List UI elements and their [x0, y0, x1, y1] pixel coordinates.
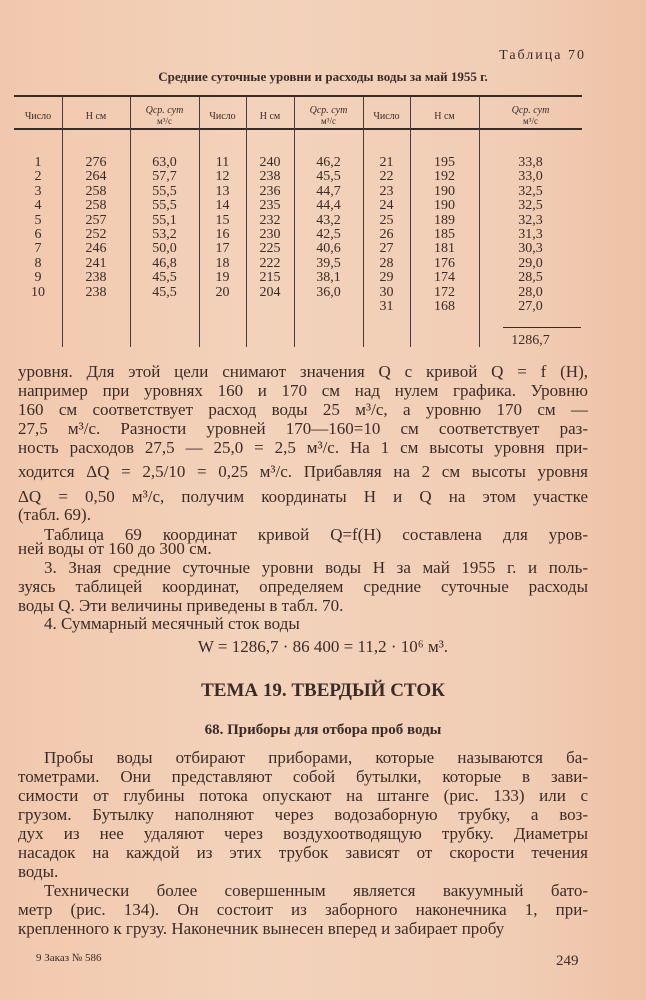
- table-cell-day: 17: [215, 241, 230, 257]
- table-cell-day: 28: [379, 255, 394, 271]
- table-cell-q: 28,5: [518, 270, 543, 286]
- table-cell-q: 27,0: [518, 299, 543, 314]
- table-cell-day: 9: [34, 270, 42, 286]
- table-cell-h: 264: [85, 169, 107, 185]
- table-sum-rule: [503, 327, 581, 328]
- table-header-h: H см: [434, 110, 455, 122]
- table-cell-h: 172: [434, 284, 455, 300]
- table-cell-h: 190: [434, 198, 455, 214]
- printer-signature: 9 Заказ № 586: [36, 952, 102, 964]
- text-line: метр (рис. 134). Он состоит из заборного наконечника 1, при-: [18, 900, 588, 919]
- table-cell-h: 246: [85, 241, 107, 257]
- table-cell-day: 10: [31, 284, 45, 300]
- table-cell-q: 32,5: [518, 183, 543, 199]
- table-cell-day: 11: [215, 155, 230, 170]
- table-cell-q: 32,3: [518, 212, 543, 228]
- text-line: ней воды от 160 до 300 см.: [18, 539, 212, 558]
- table-cell-q: 43,2: [316, 212, 341, 228]
- table-cell-h: 176: [434, 255, 455, 271]
- table-cell-day: 8: [34, 255, 42, 271]
- page-number: 249: [556, 953, 579, 969]
- table-cell-day: 7: [34, 241, 42, 257]
- table-cell-h: 225: [259, 241, 281, 257]
- table-cell-h: 190: [434, 183, 455, 199]
- table-cell-h: 230: [259, 227, 281, 242]
- table-cell-day: 26: [379, 227, 394, 242]
- table-cell-q: 38,1: [316, 270, 341, 286]
- table-cell-h: 185: [434, 227, 455, 242]
- table-cell-day: 5: [34, 212, 42, 228]
- section-title: 68. Приборы для отбора проб воды: [204, 722, 442, 738]
- table-cell-h: 238: [85, 284, 107, 300]
- table-cell-h: 276: [85, 155, 107, 170]
- table-cell-h: 181: [434, 241, 455, 257]
- table-header-h: H см: [85, 110, 107, 122]
- table-header-h: H см: [259, 110, 281, 122]
- text-line: ходится ΔQ = 2,5/10 = 0,25 м³/с. Прибавляя на 2 см высоты уровня: [18, 462, 588, 481]
- text-line: воды.: [18, 862, 59, 881]
- text-line: 27,5 м³/с. Разности уровней 170—160=10 см соответствует раз-: [18, 419, 588, 438]
- table-cell-q: 42,5: [316, 227, 341, 242]
- table-cell-h: 241: [85, 255, 107, 271]
- table-cell-h: 204: [259, 284, 281, 300]
- table-cell-h: 232: [259, 212, 281, 228]
- table-cell-q: 39,5: [316, 255, 341, 271]
- table-cell-h: 174: [434, 270, 455, 286]
- header-q-label: Qср. сут: [145, 105, 184, 116]
- table-cell-h: 215: [259, 270, 281, 286]
- table-cell-day: 22: [379, 169, 394, 185]
- table-cell-h: 258: [85, 183, 107, 199]
- table-header-day: Число: [24, 110, 52, 122]
- table-cell-q: 40,6: [316, 241, 341, 257]
- table-cell-q: 30,3: [518, 241, 543, 257]
- text-line: тометрами. Они представляют собой бутылки, которые в зави-: [18, 767, 588, 786]
- table-cell-q: 46,2: [316, 155, 341, 170]
- table-cell-q: 29,0: [518, 255, 543, 271]
- table-cell-h: 235: [259, 198, 281, 214]
- table-cell-h: 192: [434, 169, 455, 185]
- text-line: крепленного к грузу. Наконечник вынесен вперед и забирает пробу: [18, 919, 505, 938]
- table-header-q: [294, 104, 363, 128]
- text-line: симости от глубины потока опускают на штанге (рис. 133) или с: [18, 786, 588, 805]
- table-cell-day: 3: [34, 183, 42, 199]
- text-line: 4. Суммарный месячный сток воды: [44, 614, 300, 633]
- table-total: 1286,7: [511, 333, 550, 348]
- table-cell-day: 12: [215, 169, 230, 185]
- table-cell-h: 257: [85, 212, 107, 228]
- table-cell-h: 189: [434, 212, 455, 228]
- text-line: насадок на каждой из этих трубок зависят от скорости течения: [18, 843, 588, 862]
- table-cell-h: 252: [85, 227, 107, 242]
- table-cell-q: 36,0: [316, 284, 341, 300]
- table-top-rule: [14, 95, 582, 97]
- chapter-title: ТЕМА 19. ТВЕРДЫЙ СТОК: [201, 680, 445, 701]
- table-cell-h: 168: [434, 299, 455, 314]
- text-line: Пробы воды отбирают приборами, которые называются ба-: [44, 748, 588, 767]
- table-cell-q: 33,0: [518, 169, 543, 185]
- text-line: (табл. 69).: [18, 505, 91, 524]
- table-header-day: Число: [209, 110, 236, 122]
- text-line: ность расходов 27,5 — 25,0 = 2,5 м³/с. На 1 см высоты уровня при-: [18, 438, 588, 457]
- text-line: Технически более совершенным является вакуумный бато-: [44, 881, 588, 900]
- table-cell-q: 44,4: [316, 198, 341, 214]
- table-cell-q: 31,3: [518, 227, 543, 242]
- table-cell-h: 240: [259, 155, 281, 170]
- table-cell-q: 44,7: [316, 183, 341, 199]
- table-cell-day: 4: [34, 198, 42, 214]
- table-cell-q: 63,0: [152, 155, 177, 170]
- table-cell-day: 13: [215, 183, 230, 199]
- header-q-unit: м³/с: [157, 116, 172, 126]
- table-header-q: [130, 104, 199, 128]
- table-header-day: Число: [373, 110, 400, 122]
- formula: W = 1286,7 · 86 400 = 11,2 · 10⁶ м³.: [197, 637, 449, 656]
- table-cell-q: 55,1: [152, 212, 177, 228]
- header-q-label: Qср. сут: [511, 105, 550, 116]
- table-cell-h: 236: [259, 183, 281, 199]
- table-cell-q: 45,5: [152, 270, 177, 286]
- table-cell-q: 55,5: [152, 183, 177, 199]
- table-cell-day: 31: [379, 299, 394, 314]
- table-cell-q: 55,5: [152, 198, 177, 214]
- table-cell-day: 6: [34, 227, 42, 242]
- table-cell-day: 16: [215, 227, 230, 242]
- header-q-unit: м³/с: [523, 116, 538, 126]
- text-line: Таблица 69 координат кривой Q=f(H) составлена для уров-: [44, 525, 588, 544]
- table-cell-h: 195: [434, 155, 455, 170]
- table-cell-day: 14: [215, 198, 230, 214]
- table-cell-q: 53,2: [152, 227, 177, 242]
- text-line: 160 см соответствует расход воды 25 м³/с, а уровню 170 см —: [18, 400, 588, 419]
- table-header-q: [479, 104, 582, 128]
- text-line: ΔQ = 0,50 м³/с, получим координаты H и Q на этом участке: [18, 487, 588, 506]
- table-cell-q: 33,8: [518, 155, 543, 170]
- table-cell-q: 45,5: [152, 284, 177, 300]
- table-cell-q: 45,5: [316, 169, 341, 185]
- table-cell-day: 25: [379, 212, 394, 228]
- table-cell-day: 23: [379, 183, 394, 199]
- table-cell-day: 29: [379, 270, 394, 286]
- table-cell-q: 32,5: [518, 198, 543, 214]
- table-cell-day: 15: [215, 212, 230, 228]
- table-cell-q: 57,7: [152, 169, 177, 185]
- header-q-label: Qср. сут: [309, 105, 348, 116]
- header-q-unit: м³/с: [321, 116, 336, 126]
- table-cell-day: 30: [379, 284, 394, 300]
- table-cell-day: 2: [34, 169, 42, 185]
- table-cell-h: 238: [259, 169, 281, 185]
- table-number: Таблица 70: [499, 48, 586, 63]
- table-cell-day: 21: [379, 155, 394, 170]
- table-cell-day: 24: [379, 198, 394, 214]
- table-cell-h: 222: [259, 255, 281, 271]
- text-line: грузом. Бутылку наполняют через водозаборную трубку, а воз-: [18, 805, 588, 824]
- table-cell-day: 20: [215, 284, 230, 300]
- table-cell-day: 1: [34, 155, 42, 170]
- text-line: воды Q. Эти величины приведены в табл. 70.: [18, 596, 344, 615]
- table-cell-h: 238: [85, 270, 107, 286]
- text-line: например при уровнях 160 и 170 см над нулем графика. Уровню: [18, 381, 588, 400]
- table-cell-h: 258: [85, 198, 107, 214]
- table-cell-day: 27: [379, 241, 394, 257]
- text-line: 3. Зная средние суточные уровни воды H за май 1955 г. и поль-: [44, 558, 588, 577]
- text-line: уровня. Для этой цели снимают значения Q с кривой Q = f (H),: [18, 362, 588, 381]
- table-cell-day: 18: [215, 255, 230, 271]
- text-line: зуясь таблицей координат, определяем средние суточные расходы: [18, 577, 588, 596]
- table-cell-q: 28,0: [518, 284, 543, 300]
- text-line: дух из нее удаляют через воздухоотводящую трубку. Диаметры: [18, 824, 588, 843]
- table-cell-day: 19: [215, 270, 230, 286]
- table-header-rule: [14, 128, 582, 130]
- table-cell-q: 46,8: [152, 255, 177, 271]
- table-caption: Средние суточные уровни и расходы воды за май 1955 г.: [158, 69, 488, 84]
- table-cell-q: 50,0: [152, 241, 177, 257]
